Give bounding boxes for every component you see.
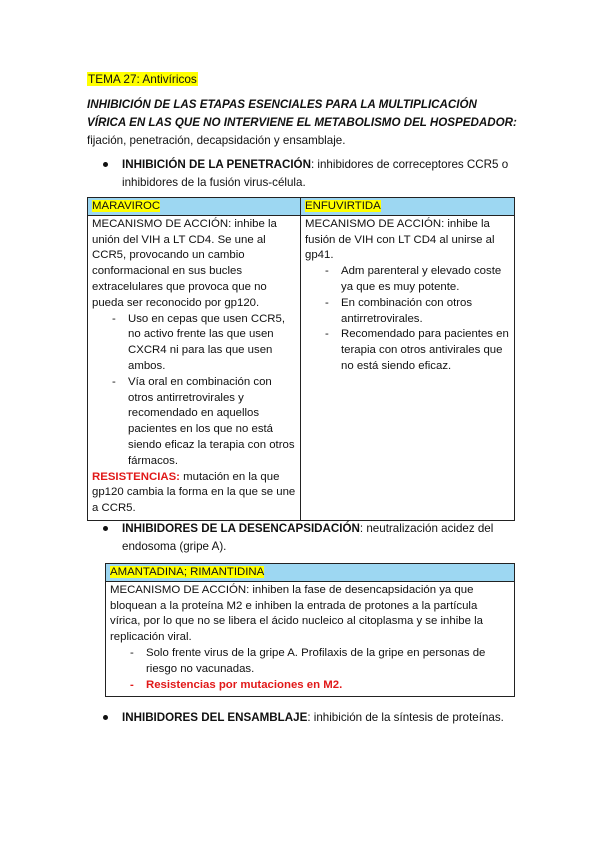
dash-list: [110, 646, 510, 693]
section-ensamblaje: [122, 709, 517, 727]
section-penetracion: [122, 156, 517, 192]
intro-heading: INHIBICIÓN DE LAS ETAPAS ESENCIALES PARA LA MULTIPLICACIÓN VÍRICA EN LAS QUE NO INTERVIENE EL METABOLISMO DEL HOSPEDADOR:: [87, 98, 517, 129]
dash-list: [92, 312, 296, 470]
resistance-text: RESISTENCIAS: mutación en la que gp120 cambia la forma en la que se une a CCR5.: [92, 470, 296, 515]
dash-list: [305, 264, 510, 375]
list-item: - Recomendado para pacientes en terapia con otros antivirales que no está siendo eficaz.: [325, 327, 510, 374]
table-header-maraviroc: MARAVIROC: [88, 198, 301, 216]
mechanism-text: MECANISMO DE ACCIÓN: inhibe la fusión de VIH con LT CD4 al unirse al gp41.: [305, 217, 495, 262]
section-label: INHIBIDORES DE LA DESENCAPSIDACIÓN: [122, 522, 360, 535]
section-text: : neutralización acidez del endosoma (gripe A).: [122, 522, 494, 553]
list-item: - Vía oral en combinación con otros antirretrovirales y recomendado en aquellos pacientes en los que no está siendo eficaz la terapia con otros fármacos.: [112, 375, 296, 470]
cell-amantadina: [106, 581, 515, 697]
list-item: - Solo frente virus de la gripe A. Profilaxis de la gripe en personas de riesgo no vacunadas.: [130, 646, 510, 678]
bullet-icon: [103, 709, 111, 727]
table-header-amantadina: AMANTADINA; RIMANTIDINA: [106, 564, 515, 582]
section-text: : inhibición de la síntesis de proteínas.: [307, 711, 504, 724]
intro-rest: fijación, penetración, decapsidación y ensamblaje.: [87, 134, 346, 147]
table-penetracion: [87, 197, 515, 521]
table-desencapsidacion: [105, 563, 515, 697]
section-label: INHIBIDORES DEL ENSAMBLAJE: [122, 711, 308, 724]
cell-enfuvirtida: [301, 215, 515, 520]
section-desencapsidacion: [122, 520, 517, 556]
section-label: INHIBICIÓN DE LA PENETRACIÓN: [122, 158, 311, 171]
intro-paragraph: [87, 96, 517, 150]
list-item-resistance: - Resistencias por mutaciones en M2.: [130, 678, 510, 694]
mechanism-text: MECANISMO DE ACCIÓN: inhibe la unión del VIH a LT CD4. Se une al CCR5, provocando un cambio conformacional en sus bucles extracelulares que provoca que no pueda ser reconocido por gp120.: [92, 217, 277, 309]
list-item: - Uso en cepas que usen CCR5, no activo frente las que usen CXCR4 ni para las que usen ambos.: [112, 312, 296, 375]
bullet-icon: [103, 520, 111, 538]
list-item: - Adm parenteral y elevado coste ya que es muy potente.: [325, 264, 510, 296]
table-header-enfuvirtida: ENFUVIRTIDA: [301, 198, 515, 216]
cell-maraviroc: [88, 215, 301, 520]
bullet-icon: [103, 156, 111, 174]
topic-title: TEMA 27: Antivíricos: [88, 72, 197, 86]
mechanism-text: MECANISMO DE ACCIÓN: inhiben la fase de desencapsidación ya que bloquean a la proteína M2 e inhiben la entrada de protones a la partícula vírica, por lo que no se libera el ácido nucleico al citoplasma y se inhibe la replicación viral.: [110, 583, 483, 644]
list-item: - En combinación con otros antirretrovirales.: [325, 296, 510, 328]
resistance-label: RESISTENCIAS:: [92, 470, 180, 483]
section-text: : inhibidores de correceptores CCR5 o inhibidores de la fusión virus-célula.: [122, 158, 509, 189]
